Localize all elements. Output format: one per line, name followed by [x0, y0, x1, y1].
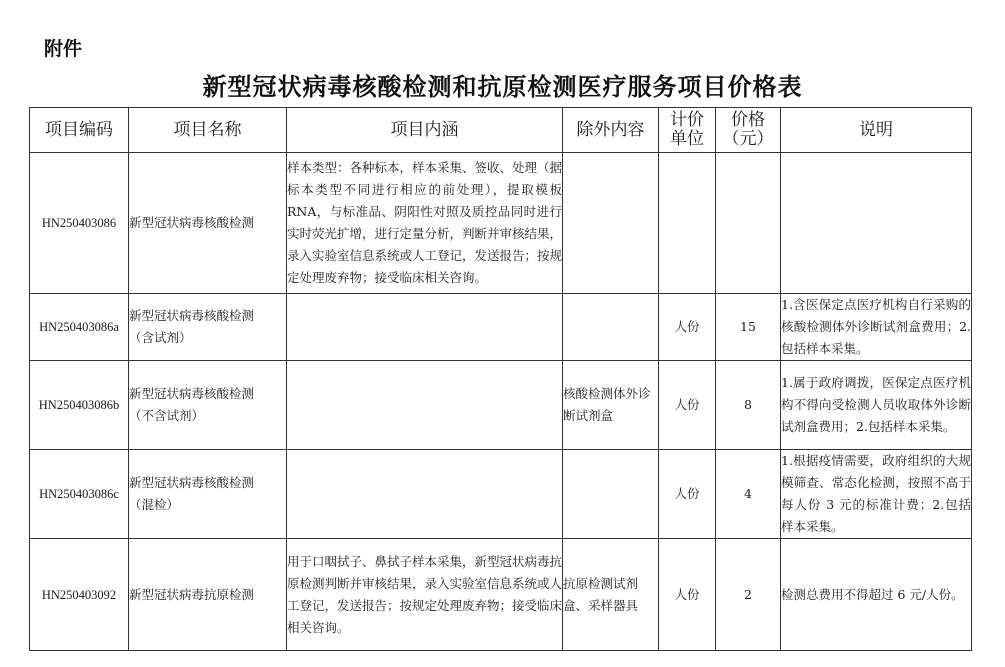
row-exclusion: 核酸检测体外诊断试剂盒: [563, 361, 659, 450]
row-note: 1.含医保定点医疗机构自行采购的核酸检测体外诊断试剂盒费用；2.包括样本采集。: [781, 294, 972, 361]
row-unit: 人份: [659, 450, 716, 539]
row-price: 4: [716, 450, 781, 539]
row-name: [129, 539, 287, 651]
header-price-line1: 价格: [731, 110, 765, 130]
row-note: 1.根据疫情需要，政府组织的大规模筛查、常态化检测，按照不高于每人份 3 元的标准计费；2.包括样本采集。: [781, 450, 972, 539]
row-name-line1: 新型冠状病毒核酸检测: [129, 308, 255, 323]
page-title: 新型冠状病毒核酸检测和抗原检测医疗服务项目价格表: [202, 72, 803, 101]
row-name-line2: （不含试剂）: [129, 408, 205, 423]
row-name: [129, 294, 287, 361]
row-price: 2: [716, 539, 781, 651]
row-name-line2: （混检）: [129, 497, 180, 512]
row-note: [781, 153, 972, 294]
header-price-line2: （元）: [722, 129, 774, 149]
header-name: 项目名称: [129, 108, 287, 153]
row-unit: 人份: [659, 361, 716, 450]
row-exclusion: [563, 294, 659, 361]
row-exclusion: [563, 450, 659, 539]
row-name-line2: （含试剂）: [129, 330, 192, 345]
row-unit: [659, 153, 716, 294]
row-unit: 人份: [659, 294, 716, 361]
row-name: [129, 450, 287, 539]
table-row: [30, 450, 972, 539]
header-exclusion: 除外内容: [563, 108, 659, 153]
row-name-line1: 新型冠状病毒核酸检测: [129, 475, 255, 490]
row-code: HN250403086c: [30, 450, 129, 539]
row-code: HN250403086a: [30, 294, 129, 361]
row-name: [129, 153, 287, 294]
price-table: [29, 107, 972, 651]
row-content: [287, 361, 563, 450]
table-row: [30, 361, 972, 450]
header-note: 说明: [781, 108, 972, 153]
row-name-line1: 新型冠状病毒核酸检测: [129, 386, 255, 401]
header-code: 项目编码: [30, 108, 129, 153]
attachment-label: 附件: [44, 38, 83, 60]
row-price: [716, 153, 781, 294]
header-price: [716, 108, 781, 153]
header-unit: [659, 108, 716, 153]
row-code: HN250403086: [30, 153, 129, 294]
header-content: 项目内涵: [287, 108, 563, 153]
table-row: [30, 153, 972, 294]
row-price: 8: [716, 361, 781, 450]
row-content: 用于口咽拭子、鼻拭子样本采集，新型冠状病毒抗原检测判断并审核结果，录入实验室信息系统或人工登记，发送报告；按规定处理废弃物；接受临床相关咨询。: [287, 539, 563, 651]
row-note: 1.属于政府调拨，医保定点医疗机构不得向受检测人员收取体外诊断试剂盒费用；2.包括样本采集。: [781, 361, 972, 450]
row-content: 样本类型：各种标本，样本采集、签收、处理（据标本类型不同进行相应的前处理），提取模板 RNA，与标准品、阴阳性对照及质控品同时进行实时荧光扩增，进行定量分析，判断并审核结果，录入实验室信息系统或人工登记，发送报告；按规定处理废弃物；接受临床相关咨询。: [287, 153, 563, 294]
row-code: HN250403086b: [30, 361, 129, 450]
row-name: [129, 361, 287, 450]
row-content: [287, 450, 563, 539]
row-code: HN250403092: [30, 539, 129, 651]
table-row: [30, 539, 972, 651]
header-unit-line2: 单位: [670, 129, 704, 149]
row-exclusion: [563, 153, 659, 294]
header-unit-line1: 计价: [670, 110, 704, 130]
row-unit: 人份: [659, 539, 716, 651]
row-price: 15: [716, 294, 781, 361]
table-row: [30, 294, 972, 361]
row-name-line1: 新型冠状病毒核酸检测: [129, 215, 255, 230]
header-row: [30, 108, 972, 153]
row-name-line1: 新型冠状病毒抗原检测: [129, 586, 255, 602]
row-content: [287, 294, 563, 361]
row-exclusion: 抗原检测试剂盒、采样器具: [563, 539, 659, 651]
row-note: 检测总费用不得超过 6 元/人份。: [781, 539, 972, 651]
